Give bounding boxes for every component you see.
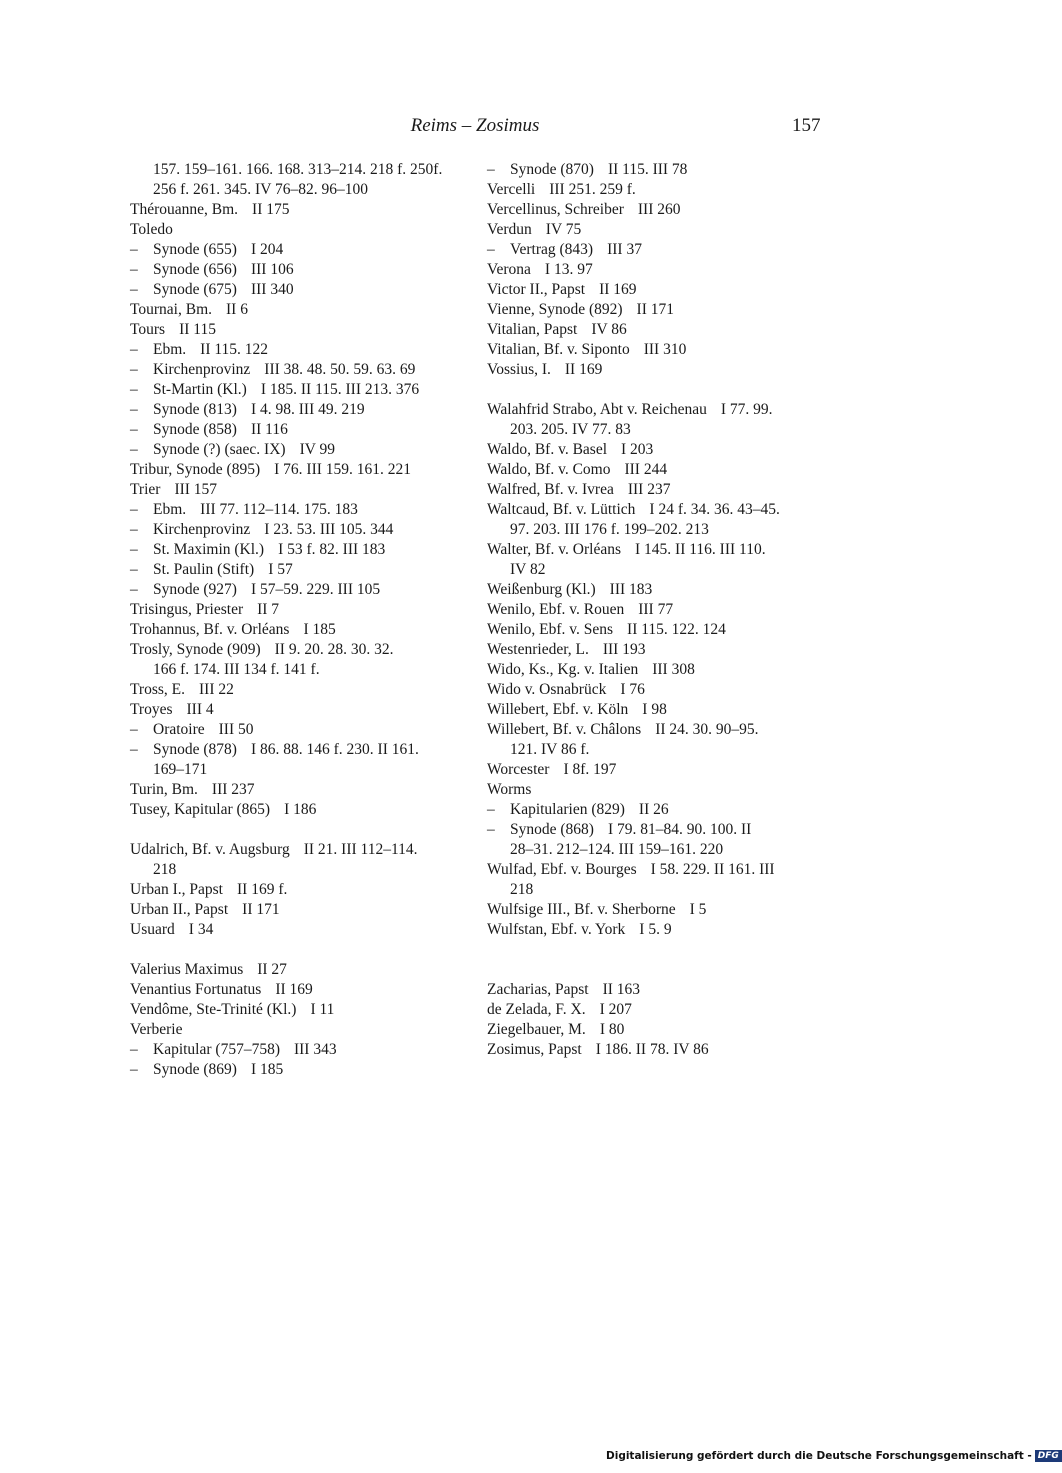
entry-reference: I 77. 99.: [720, 401, 773, 418]
entry-term: Tross, E.: [130, 681, 185, 698]
index-entry: [487, 540, 820, 560]
entry-term: Synode (656): [153, 261, 237, 278]
entry-reference: I 186. II 78. IV 86: [595, 1041, 709, 1058]
entry-term: Walahfrid Strabo, Abt v. Reichenau: [487, 401, 707, 418]
entry-reference: III 22: [199, 681, 234, 698]
entry-term: Vienne, Synode (892): [487, 301, 623, 318]
entry-reference: II 26: [638, 801, 669, 818]
entry-term: Vitalian, Papst: [487, 321, 578, 338]
entry-reference: I 207: [599, 1001, 632, 1018]
entry-reference: III 310: [643, 341, 687, 358]
entry-term: Thérouanne, Bm.: [130, 201, 239, 218]
entry-term: Venantius Fortunatus: [130, 981, 262, 998]
entry-term: Worms: [487, 781, 532, 798]
entry-reference: I 34: [188, 921, 214, 938]
index-entry-continuation: [130, 180, 463, 200]
entry-reference: I 79. 81–84. 90. 100. II: [607, 821, 752, 838]
index-entry: [487, 660, 820, 680]
entry-reference: II 171: [636, 301, 674, 318]
index-subentry: [487, 240, 820, 260]
index-subentry: [130, 720, 463, 740]
subentry-dash: –: [130, 281, 138, 298]
index-entry: [487, 720, 820, 740]
index-entry: [130, 200, 463, 220]
index-entry-continuation: [130, 660, 463, 680]
dfg-logo: DFG: [1035, 1450, 1062, 1462]
entry-term: Wulfsige III., Bf. v. Sherborne: [487, 901, 676, 918]
entry-reference: III 106: [250, 261, 294, 278]
index-entry: [130, 960, 463, 980]
entry-continuation-text: 97. 203. III 176 f. 199–202. 213: [510, 521, 709, 538]
entry-continuation-text: 169–171: [153, 761, 208, 778]
entry-term: Tournai, Bm.: [130, 301, 213, 318]
entry-term: Walfred, Bf. v. Ivrea: [487, 481, 614, 498]
section-gap: [130, 820, 463, 840]
entry-continuation-text: 121. IV 86 f.: [510, 741, 590, 758]
index-subentry: [487, 820, 820, 840]
entry-term: Synode (868): [510, 821, 594, 838]
entry-term: Vertrag (843): [510, 241, 594, 258]
entry-reference: III 193: [602, 641, 646, 658]
index-subentry: [130, 360, 463, 380]
entry-term: Wulfstan, Ebf. v. York: [487, 921, 626, 938]
entry-term: Kapitularien (829): [510, 801, 625, 818]
entry-term: Oratoire: [153, 721, 205, 738]
entry-reference: II 24. 30. 90–95.: [655, 721, 759, 738]
entry-term: Vitalian, Bf. v. Siponto: [487, 341, 630, 358]
index-entry: [487, 480, 820, 500]
section-gap: [487, 960, 820, 980]
entry-reference: I 11: [310, 1001, 335, 1018]
subentry-dash: –: [130, 581, 138, 598]
entry-reference: II 116: [250, 421, 288, 438]
entry-term: Wido, Ks., Kg. v. Italien: [487, 661, 639, 678]
index-entry: [130, 640, 463, 660]
section-gap: [487, 940, 820, 960]
entry-term: Troyes: [130, 701, 173, 718]
entry-term: St-Martin (Kl.): [153, 381, 247, 398]
entry-reference: I 185: [250, 1061, 284, 1078]
entry-term: Tours: [130, 321, 166, 338]
entry-reference: I 13. 97: [544, 261, 593, 278]
entry-term: Toledo: [130, 221, 173, 238]
entry-reference: I 80: [599, 1021, 625, 1038]
running-header-title: Reims – Zosimus: [410, 115, 540, 136]
index-entry-continuation: [487, 740, 820, 760]
entry-reference: III 237: [627, 481, 671, 498]
entry-term: Willebert, Bf. v. Châlons: [487, 721, 642, 738]
entry-continuation-text: 166 f. 174. III 134 f. 141 f.: [153, 661, 320, 678]
index-entry-continuation: [130, 160, 463, 180]
index-subentry: [130, 580, 463, 600]
subentry-dash: –: [130, 241, 138, 258]
index-subentry: [487, 160, 820, 180]
entry-continuation-text: IV 82: [510, 561, 546, 578]
entry-reference: III 260: [637, 201, 681, 218]
index-entry: [487, 680, 820, 700]
entry-reference: III 77. 112–114. 175. 183: [200, 501, 358, 518]
entry-reference: II 169: [564, 361, 603, 378]
entry-term: Ebm.: [153, 341, 187, 358]
entry-reference: II 115. 122: [200, 341, 269, 358]
entry-term: Verberie: [130, 1021, 183, 1038]
subentry-dash: –: [130, 1041, 138, 1058]
subentry-dash: –: [130, 1061, 138, 1078]
entry-term: Synode (878): [153, 741, 237, 758]
entry-continuation-text: 28–31. 212–124. III 159–161. 220: [510, 841, 724, 858]
index-entry: [487, 600, 820, 620]
entry-reference: III 183: [609, 581, 653, 598]
entry-reference: I 23. 53. III 105. 344: [264, 521, 394, 538]
entry-term: Ebm.: [153, 501, 187, 518]
entry-term: Waldo, Bf. v. Basel: [487, 441, 608, 458]
subentry-dash: –: [130, 561, 138, 578]
index-entry: [130, 700, 463, 720]
index-entry: [487, 620, 820, 640]
entry-term: Wenilo, Ebf. v. Sens: [487, 621, 614, 638]
entry-reference: II 175: [252, 201, 290, 218]
entry-reference: II 115. 122. 124: [627, 621, 726, 638]
index-entry: [130, 1020, 463, 1040]
subentry-dash: –: [130, 261, 138, 278]
entry-term: Trisingus, Priester: [130, 601, 244, 618]
index-entry: [487, 400, 820, 420]
index-entry: [130, 460, 463, 480]
entry-reference: III 4: [186, 701, 214, 718]
index-entry: [130, 780, 463, 800]
subentry-dash: –: [130, 541, 138, 558]
digitization-credit: [606, 1450, 1062, 1462]
entry-reference: I 86. 88. 146 f. 230. II 161.: [250, 741, 419, 758]
entry-term: Synode (675): [153, 281, 237, 298]
entry-reference: II 171: [242, 901, 280, 918]
entry-term: Synode (858): [153, 421, 237, 438]
subentry-dash: –: [130, 741, 138, 758]
entry-term: Kirchenprovinz: [153, 361, 251, 378]
entry-term: Udalrich, Bf. v. Augsburg: [130, 841, 290, 858]
entry-reference: II 6: [226, 301, 248, 318]
entry-continuation-text: 203. 205. IV 77. 83: [510, 421, 631, 438]
entry-term: Zacharias, Papst: [487, 981, 589, 998]
entry-term: Verdun: [487, 221, 532, 238]
index-entry: [487, 980, 820, 1000]
index-entry: [487, 920, 820, 940]
entry-term: Zosimus, Papst: [487, 1041, 582, 1058]
index-subentry: [130, 240, 463, 260]
entry-term: Turin, Bm.: [130, 781, 198, 798]
index-entry: [487, 1040, 820, 1060]
entry-reference: II 115: [179, 321, 216, 338]
index-entry: [487, 200, 820, 220]
index-entry: [487, 260, 820, 280]
entry-term: Walter, Bf. v. Orléans: [487, 541, 621, 558]
index-entry: [487, 360, 820, 380]
entry-reference: III 237: [211, 781, 255, 798]
entry-term: de Zelada, F. X.: [487, 1001, 586, 1018]
index-entry: [130, 1000, 463, 1020]
section-gap: [487, 380, 820, 400]
index-entry-continuation: [487, 880, 820, 900]
entry-reference: II 27: [257, 961, 287, 978]
entry-reference: III 244: [624, 461, 668, 478]
index-entry: [487, 1020, 820, 1040]
entry-term: Trier: [130, 481, 161, 498]
index-subentry: [487, 800, 820, 820]
entry-reference: IV 86: [591, 321, 627, 338]
index-entry: [130, 980, 463, 1000]
entry-term: Synode (?) (saec. IX): [153, 441, 286, 458]
entry-reference: III 343: [293, 1041, 337, 1058]
entry-term: Synode (927): [153, 581, 237, 598]
index-subentry: [130, 440, 463, 460]
entry-term: Tusey, Kapitular (865): [130, 801, 271, 818]
index-entry-continuation: [487, 420, 820, 440]
index-entry: [487, 340, 820, 360]
index-entry: [487, 640, 820, 660]
index-entry: [130, 840, 463, 860]
index-entry: [130, 800, 463, 820]
index-entry-continuation: [487, 560, 820, 580]
entry-term: Ziegelbauer, M.: [487, 1021, 586, 1038]
index-entry: [487, 280, 820, 300]
subentry-dash: –: [487, 821, 495, 838]
index-subentry: [130, 420, 463, 440]
index-subentry: [130, 520, 463, 540]
index-subentry: [130, 1040, 463, 1060]
entry-reference: I 8f. 197: [563, 761, 617, 778]
index-subentry: [130, 260, 463, 280]
index-column-left: [130, 160, 463, 1080]
subentry-dash: –: [130, 521, 138, 538]
entry-term: Trosly, Synode (909): [130, 641, 261, 658]
entry-reference: I 57: [268, 561, 293, 578]
entry-continuation-text: 157. 159–161. 166. 168. 313–214. 218 f. 250f.: [153, 161, 443, 178]
entry-continuation-text: 218: [153, 861, 177, 878]
index-entry-continuation: [130, 860, 463, 880]
index-entry: [130, 620, 463, 640]
index-entry: [487, 580, 820, 600]
entry-term: Wenilo, Ebf. v. Rouen: [487, 601, 625, 618]
entry-term: Waldo, Bf. v. Como: [487, 461, 611, 478]
entry-term: Vossius, I.: [487, 361, 551, 378]
entry-term: Synode (813): [153, 401, 237, 418]
entry-reference: III 38. 48. 50. 59. 63. 69: [264, 361, 416, 378]
entry-reference: I 5: [689, 901, 707, 918]
entry-reference: III 77: [638, 601, 674, 618]
index-entry: [487, 700, 820, 720]
entry-term: Waltcaud, Bf. v. Lüttich: [487, 501, 636, 518]
entry-term: Wido v. Osnabrück: [487, 681, 607, 698]
entry-reference: III 50: [218, 721, 254, 738]
index-subentry: [130, 560, 463, 580]
index-entry: [487, 760, 820, 780]
subentry-dash: –: [130, 341, 138, 358]
index-subentry: [130, 400, 463, 420]
index-subentry: [130, 380, 463, 400]
index-subentry: [130, 1060, 463, 1080]
index-entry-continuation: [130, 760, 463, 780]
index-entry: [130, 220, 463, 240]
index-entry: [130, 900, 463, 920]
index-subentry: [130, 500, 463, 520]
entry-reference: II 115. III 78: [607, 161, 688, 178]
entry-term: Vendôme, Ste-Trinité (Kl.): [130, 1001, 297, 1018]
entry-term: Kirchenprovinz: [153, 521, 251, 538]
entry-reference: I 145. II 116. III 110.: [635, 541, 766, 558]
entry-reference: I 24 f. 34. 36. 43–45.: [649, 501, 780, 518]
entry-term: Usuard: [130, 921, 175, 938]
entry-term: Valerius Maximus: [130, 961, 244, 978]
entry-reference: II 21. III 112–114.: [303, 841, 418, 858]
entry-reference: I 57–59. 229. III 105: [250, 581, 381, 598]
index-subentry: [130, 340, 463, 360]
entry-term: St. Paulin (Stift): [153, 561, 255, 578]
entry-term: Vercelli: [487, 181, 536, 198]
index-entry: [487, 460, 820, 480]
footer-text: Digitalisierung gefördert durch die Deutsche Forschungsgemeinschaft -: [606, 1450, 1032, 1462]
index-entry-continuation: [487, 520, 820, 540]
subentry-dash: –: [130, 501, 138, 518]
entry-reference: I 58. 229. II 161. III: [650, 861, 775, 878]
subentry-dash: –: [130, 381, 138, 398]
entry-term: Synode (869): [153, 1061, 237, 1078]
section-gap: [130, 940, 463, 960]
index-entry: [487, 220, 820, 240]
entry-reference: II 163: [602, 981, 641, 998]
index-entry: [130, 300, 463, 320]
index-entry: [130, 880, 463, 900]
index-entry: [487, 440, 820, 460]
entry-term: Victor II., Papst: [487, 281, 586, 298]
entry-reference: IV 75: [545, 221, 582, 238]
index-entry: [130, 320, 463, 340]
subentry-dash: –: [130, 401, 138, 418]
index-entry: [487, 780, 820, 800]
entry-term: Wulfad, Ebf. v. Bourges: [487, 861, 637, 878]
entry-term: Kapitular (757–758): [153, 1041, 280, 1058]
entry-reference: I 203: [621, 441, 654, 458]
index-column-right: [487, 160, 820, 1060]
index-entry: [487, 860, 820, 880]
entry-term: Synode (870): [510, 161, 594, 178]
entry-reference: II 169: [275, 981, 313, 998]
entry-reference: III 157: [174, 481, 218, 498]
index-entry: [487, 180, 820, 200]
entry-term: Worcester: [487, 761, 550, 778]
entry-reference: I 185. II 115. III 213. 376: [260, 381, 420, 398]
entry-reference: I 185: [303, 621, 336, 638]
index-entry-continuation: [487, 840, 820, 860]
entry-reference: III 340: [250, 281, 294, 298]
subentry-dash: –: [487, 161, 495, 178]
subentry-dash: –: [130, 441, 138, 458]
entry-term: Westenrieder, L.: [487, 641, 589, 658]
entry-term: Weißenburg (Kl.): [487, 581, 596, 598]
entry-reference: IV 99: [299, 441, 336, 458]
subentry-dash: –: [130, 361, 138, 378]
entry-continuation-text: 218: [510, 881, 534, 898]
index-entry: [130, 920, 463, 940]
entry-reference: I 204: [250, 241, 284, 258]
entry-reference: I 76. III 159. 161. 221: [274, 461, 412, 478]
entry-reference: I 186: [284, 801, 317, 818]
entry-term: Urban I., Papst: [130, 881, 223, 898]
entry-term: Vercellinus, Schreiber: [487, 201, 624, 218]
subentry-dash: –: [487, 241, 495, 258]
page-number: 157: [792, 115, 821, 136]
entry-reference: I 76: [620, 681, 645, 698]
entry-term: Verona: [487, 261, 531, 278]
entry-reference: II 169: [599, 281, 637, 298]
index-subentry: [130, 280, 463, 300]
entry-continuation-text: 256 f. 261. 345. IV 76–82. 96–100: [153, 181, 368, 198]
entry-reference: III 37: [607, 241, 642, 258]
entry-reference: I 53 f. 82. III 183: [278, 541, 386, 558]
index-entry: [130, 600, 463, 620]
entry-term: Synode (655): [153, 241, 237, 258]
entry-term: Tribur, Synode (895): [130, 461, 261, 478]
subentry-dash: –: [487, 801, 495, 818]
entry-term: St. Maximin (Kl.): [153, 541, 265, 558]
entry-term: Willebert, Ebf. v. Köln: [487, 701, 629, 718]
index-entry: [487, 300, 820, 320]
index-entry: [487, 900, 820, 920]
entry-reference: I 4. 98. III 49. 219: [250, 401, 365, 418]
index-entry: [487, 500, 820, 520]
entry-reference: II 9. 20. 28. 30. 32.: [274, 641, 394, 658]
entry-reference: III 251. 259 f.: [549, 181, 636, 198]
subentry-dash: –: [130, 421, 138, 438]
index-entry: [487, 320, 820, 340]
entry-reference: I 5. 9: [639, 921, 672, 938]
subentry-dash: –: [130, 721, 138, 738]
entry-reference: II 7: [257, 601, 280, 618]
entry-reference: III 308: [652, 661, 695, 678]
index-entry: [130, 480, 463, 500]
index-entry: [130, 680, 463, 700]
index-entry: [487, 1000, 820, 1020]
entry-reference: II 169 f.: [237, 881, 288, 898]
index-subentry: [130, 740, 463, 760]
index-subentry: [130, 540, 463, 560]
entry-reference: I 98: [642, 701, 667, 718]
entry-term: Trohannus, Bf. v. Orléans: [130, 621, 290, 638]
entry-term: Urban II., Papst: [130, 901, 229, 918]
